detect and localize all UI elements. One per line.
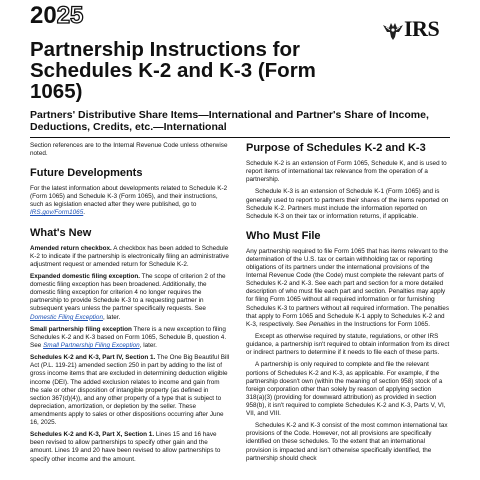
year-prefix: 20 (30, 2, 57, 29)
intro-text: Section references are to the Internal Revenue Code unless otherwise noted. (30, 142, 228, 158)
who-must-file-heading: Who Must File (246, 229, 321, 242)
irs-form1065-link[interactable]: IRS.gov/Form1065 (30, 209, 84, 217)
future-developments-text (30, 185, 230, 217)
who-p1-text: Any partnership required to file Form 1065 that has items relevant to the determination of the U.S. tax or certain withholding tax or reporting obligations of its partners under the international provisions of the Internal Revenue Code (the Code) must complete the relevant parts of Schedules K-2 and K-3. See each part and section for a more detailed description of who must file each part and section. Penalties may apply for filing Form 1065 without all required information or for furnishing Schedules K-3 to partners without all required information. The penalties that apply to Form 1065 and Schedule K-1 apply to Schedules K-2 and K-3, respectively. See (246, 247, 449, 328)
domestic-filing-exception-link[interactable]: Domestic Filing Exception (30, 313, 103, 321)
whats-new-heading: What's New (30, 226, 92, 239)
expanded-end: , later. (102, 313, 121, 321)
amended-lead: Amended return checkbox. (30, 244, 112, 252)
who-paragraph-2: Except as otherwise required by statute, regulations, or other IRS guidance, a partnership isn't required to obtain information from its direct or indirect partners to determine if it needs to file each of these parts. (246, 332, 450, 357)
form-year (30, 2, 83, 30)
small-text: There is a new exception to filing Schedules K-2 and K-3 based on Form 1065, Schedule B, question 4. See (30, 325, 227, 349)
expanded-exception-paragraph (30, 273, 230, 322)
year-suffix: 25 (56, 2, 84, 29)
header-divider (30, 137, 450, 138)
part4-paragraph (30, 354, 230, 427)
future-text: For the latest information about developments related to Schedule K-2 (Form 1065) and Schedule K-3 (Form 1065), and their instructions, such as legislation enacted after they were published, go to (30, 185, 228, 209)
right-column (246, 142, 450, 467)
part10-lead: Schedules K-2 and K-3, Part X, Section 1. (30, 431, 155, 439)
future-developments-heading: Future Developments (30, 167, 143, 180)
penalties-reference: Penalties (309, 320, 336, 328)
who-p1-end: in the Instructions for Form 1065. (335, 320, 430, 328)
amended-return-paragraph (30, 245, 230, 269)
purpose-paragraph-1: Schedule K-2 is an extension of Form 1065, Schedule K, and is used to report items of international tax relevance from the operation of a partnership. (246, 160, 447, 184)
part10-paragraph (30, 431, 230, 463)
small-end: , later. (139, 341, 157, 349)
expanded-lead: Expanded domestic filing exception. (30, 273, 140, 281)
who-paragraph-4: Schedules K-2 and K-3 consist of the most common international tax provisions of the Code. However, not all provisions are specifically identified on these schedules. To the extent that an international provision is impacted and isn't otherwise specifically identified, the partnership should check (246, 422, 448, 462)
irs-logo-text: IRS (404, 16, 440, 41)
future-end: . (83, 209, 86, 217)
small-partnership-paragraph (30, 326, 230, 350)
left-column (30, 142, 230, 468)
page-subtitle: Partners' Distributive Share Items—International and Partner's Share of Income, Deductions, Credits, etc.—International (30, 109, 429, 133)
eagle-icon (382, 19, 404, 41)
irs-logo (382, 18, 444, 42)
part4-text: The One Big Beautiful Bill Act (P.L. 119-21) amended section 250 in part by adding to the list of gross income items that are excluded in determining deduction eligible income (DEI). The added exclusion relates to income and gain from the sale or other disposition of intangible property (as defined in section 367(d)(4)), and any other property of a type that is subject to depreciation, amortization, or depletion by the seller. These amendments apply to sales or other dispositions occurring after June 16, 2025. (30, 354, 230, 426)
expanded-text: The scope of criterion 2 of the domestic filing exception has been broadened. Additionally, the domestic filing exception for criterion 4 no longer requires the partnership to provide Schedule K-3 to a requesting partner in subsequent years unless the partner specifically requests. See (30, 273, 226, 313)
amended-text: A checkbox has been added to Schedule K-2 to indicate if the partnership is electronically filing an administrative adjustment request or amended return for Schedule K-2. (30, 244, 229, 268)
part10-text: Lines 15 and 16 have been revised to allow partnerships to specify other gain and the amount. Lines 19 and 20 have been revised to allow partnerships to specify other income and the amount. (30, 431, 221, 463)
who-paragraph-3: A partnership is only required to complete and file the relevant portions of Schedules K-2 and K-3, as applicable. For example, if the partnership doesn't own (within the meaning of section 958) stock of a foreign corporation other than solely by reason of applying section 318(a)(3) (providing for downward attribution) as provided in section 958(b), it isn't required to complete Schedules K-2 and K-3, Parts V, VI, VII, and VIII. (246, 361, 446, 417)
part4-lead: Schedules K-2 and K-3, Part IV, Section 1. (30, 354, 156, 362)
small-partnership-exception-link[interactable]: Small Partnership Filing Exception (43, 341, 140, 349)
purpose-heading: Purpose of Schedules K-2 and K-3 (246, 142, 426, 154)
who-paragraph-1 (246, 248, 450, 329)
small-lead: Small partnership filing exception (30, 325, 132, 333)
purpose-paragraph-2: Schedule K-3 is an extension of Schedule K-1 (Form 1065) and is generally used to report to partners their shares of the items reported on Schedule K-2. Partners must include the information reported on Schedule K-3 on their tax or information returns, if applicable. (246, 188, 449, 220)
page-title: Partnership Instructions for Schedules K-2 and K-3 (Form 1065) (30, 38, 316, 103)
